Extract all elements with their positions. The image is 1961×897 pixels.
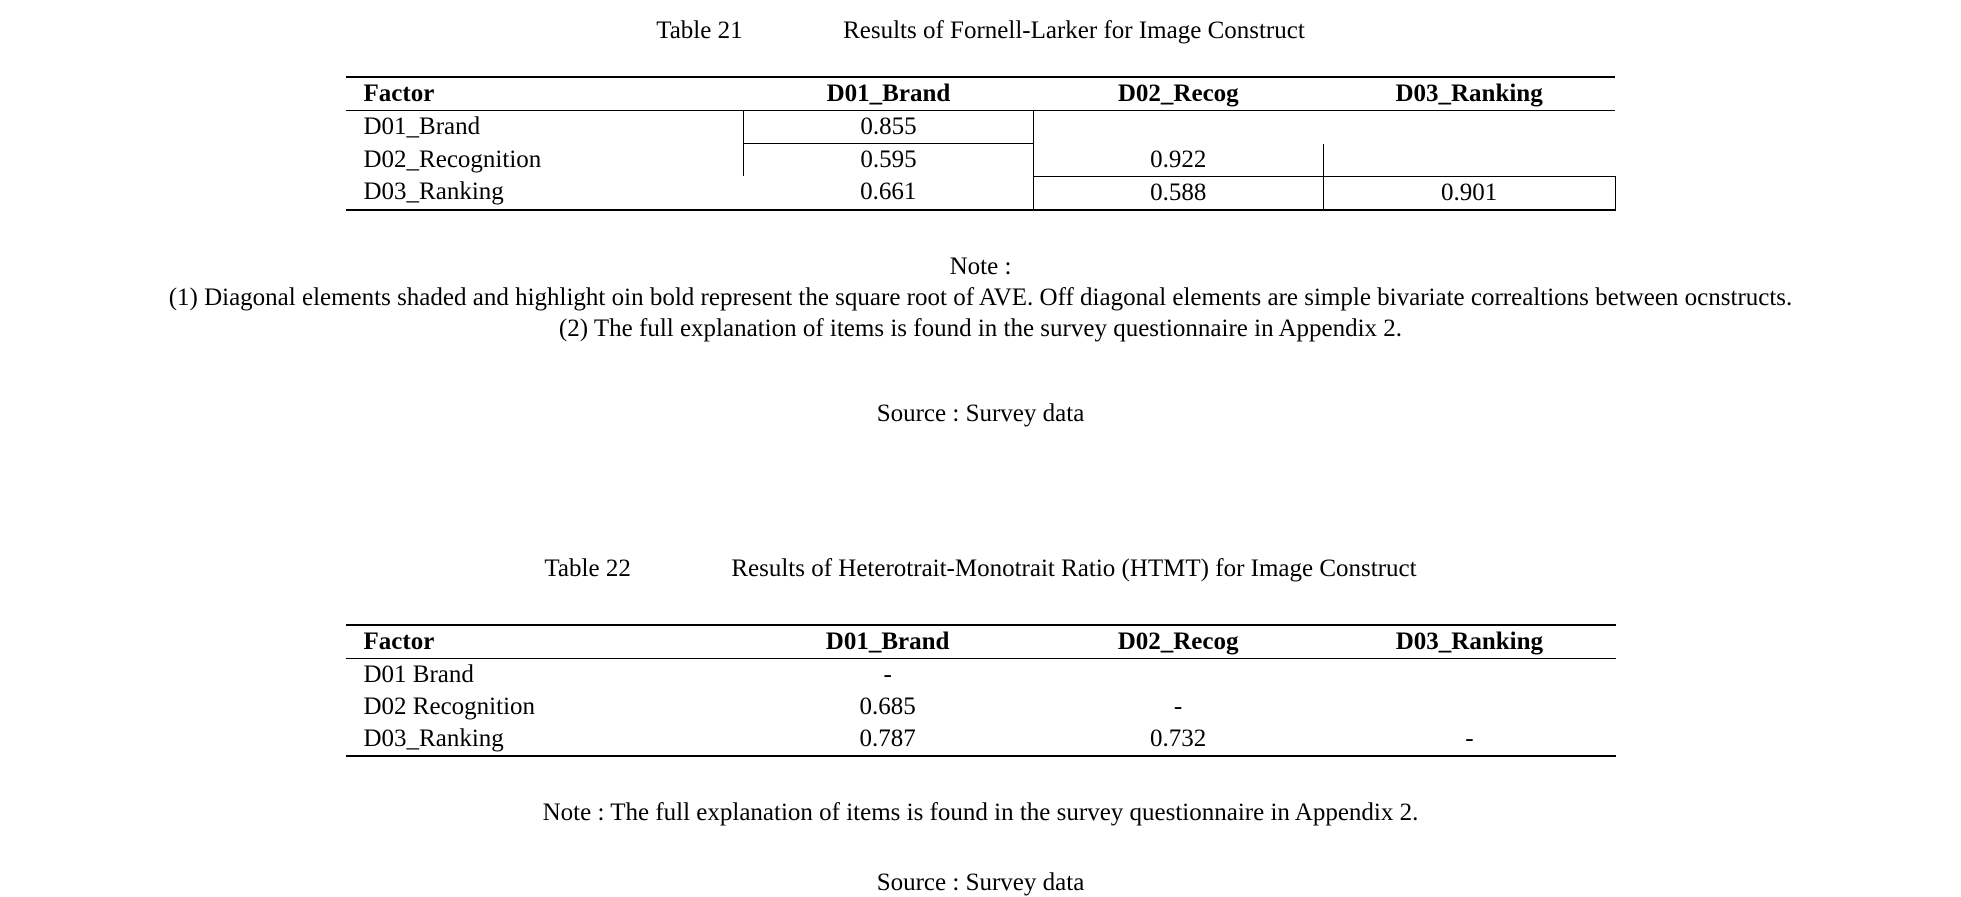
table-21-caption-title: Results of Fornell-Larker for Image Construct bbox=[843, 17, 1305, 44]
table-row bbox=[346, 659, 1616, 692]
table-21-caption bbox=[0, 16, 1961, 46]
table-21-r1-d02 bbox=[1033, 111, 1323, 144]
table-22-header-row bbox=[346, 625, 1616, 659]
table-21-header-d03: D03_Ranking bbox=[1323, 77, 1615, 111]
table-22-r1-d03 bbox=[1323, 659, 1615, 692]
table-21-r2-d01: 0.595 bbox=[743, 144, 1033, 177]
table-21-header-d02: D02_Recog bbox=[1033, 77, 1323, 111]
table-21-r2-d02: 0.922 bbox=[1033, 144, 1323, 177]
table-21-r1-d03 bbox=[1323, 111, 1615, 144]
table-22-r3-factor: D03_Ranking bbox=[346, 723, 743, 756]
table-21-note-line-2: (2) The full explanation of items is found in the survey questionnaire in Appendix 2. bbox=[558, 315, 1403, 342]
table-21-source: Source : Survey data bbox=[876, 400, 1085, 428]
table-22-r2-factor: D02 Recognition bbox=[363, 693, 536, 721]
table-22-header-factor: Factor bbox=[346, 625, 743, 659]
table-22-r2-d03 bbox=[1323, 691, 1615, 723]
table-22-r3-d03: - bbox=[1323, 723, 1615, 756]
table-22-r1-factor: D01 Brand bbox=[363, 661, 474, 689]
table-21-r3-d03: 0.901 bbox=[1323, 176, 1615, 210]
table-22-source: Source : Survey data bbox=[876, 868, 1085, 896]
table-row bbox=[346, 176, 1616, 210]
table-21-wrap bbox=[346, 76, 1616, 211]
table-22-r1-d01: - bbox=[883, 661, 892, 689]
table-22-wrap bbox=[346, 624, 1616, 757]
table-21-caption-number: Table 21 bbox=[656, 17, 743, 44]
table-21-r2-d03 bbox=[1323, 144, 1615, 177]
table-22-header-d01: D01_Brand bbox=[742, 625, 1033, 659]
table-21-r3-d02: 0.588 bbox=[1033, 176, 1323, 210]
table-21-note-label: Note : bbox=[949, 252, 1012, 280]
table-22-r2-d01: 0.685 bbox=[859, 693, 916, 721]
table-21-r3-factor: D03_Ranking bbox=[346, 176, 744, 210]
table-21-note-line-1: (1) Diagonal elements shaded and highlight oin bold represent the square root of AVE. Off diagonal elements are simple bivariate correaltions between ocnstructs. bbox=[168, 283, 1793, 311]
table-22-header-d03: D03_Ranking bbox=[1323, 625, 1615, 659]
table-21-r1-d01: 0.855 bbox=[743, 111, 1033, 144]
table-row bbox=[346, 723, 1616, 756]
table-22-r3-d01: 0.787 bbox=[742, 723, 1033, 756]
table-22-r2-d02: - bbox=[1173, 693, 1183, 721]
table-22-caption-title: Results of Heterotrait-Monotrait Ratio (HTMT) for Image Construct bbox=[731, 555, 1417, 583]
table-row bbox=[346, 144, 1616, 177]
table-21-r2-factor: D02_Recognition bbox=[363, 145, 542, 173]
table-21 bbox=[346, 76, 1616, 211]
table-22-header-d02: D02_Recog bbox=[1033, 625, 1323, 659]
table-21-r1-factor: D01_Brand bbox=[363, 113, 481, 141]
table-22-caption bbox=[0, 554, 1961, 584]
table-row bbox=[346, 691, 1616, 723]
table-22-r1-d02 bbox=[1033, 659, 1323, 692]
table-22 bbox=[346, 624, 1616, 757]
table-21-r3-d01: 0.661 bbox=[743, 176, 1033, 210]
table-22-r3-d02: 0.732 bbox=[1033, 723, 1323, 756]
table-21-header-factor: Factor bbox=[346, 77, 744, 111]
table-22-caption-number: Table 22 bbox=[544, 555, 631, 583]
table-21-header-d01: D01_Brand bbox=[743, 77, 1033, 111]
table-22-note: Note : The full explanation of items is found in the survey questionnaire in Appendix 2. bbox=[542, 799, 1419, 827]
table-21-header-row bbox=[346, 77, 1616, 111]
table-row bbox=[346, 111, 1616, 144]
